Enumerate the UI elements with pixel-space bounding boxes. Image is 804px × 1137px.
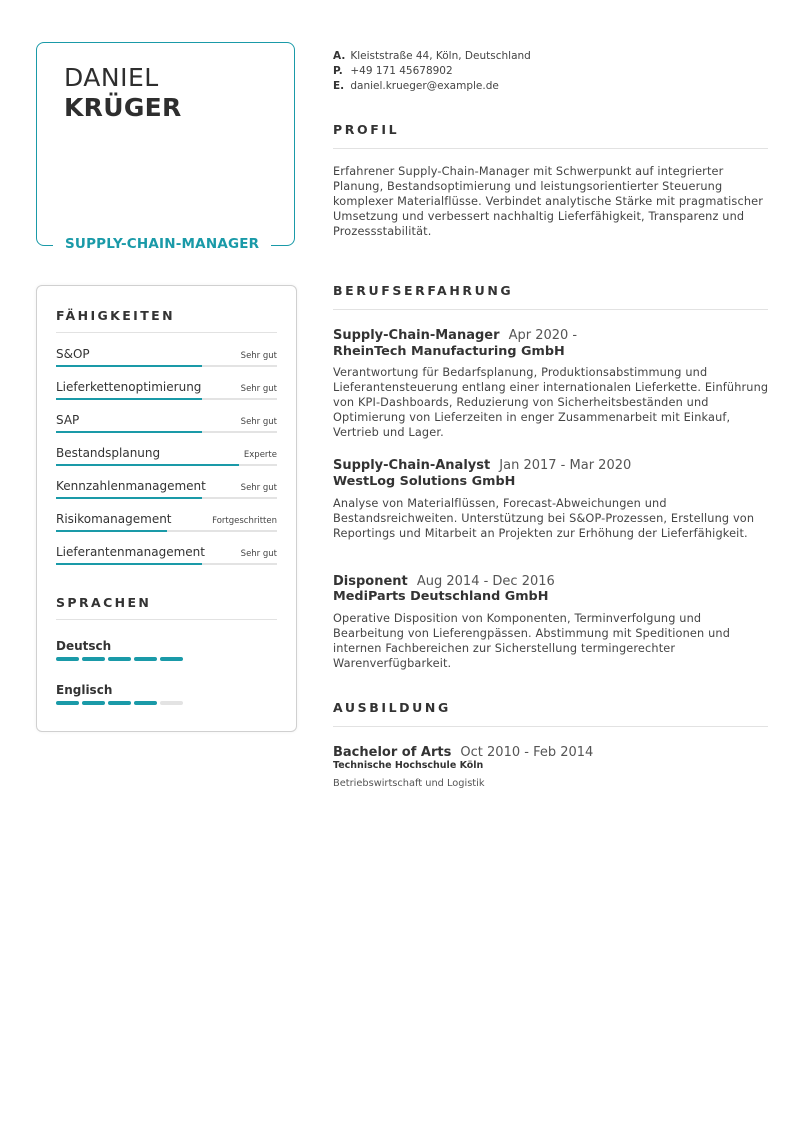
skill-bar [56, 398, 277, 400]
education-degree: Bachelor of Arts [333, 745, 452, 760]
skill-bar [56, 530, 277, 532]
skill-level: Sehr gut [240, 384, 277, 394]
skill-item [56, 380, 277, 413]
first-name: DANIEL [64, 63, 159, 92]
profile-divider [333, 148, 768, 149]
skill-bar-fill [56, 497, 202, 499]
skill-item [56, 512, 277, 545]
skill-level: Sehr gut [240, 417, 277, 427]
skills-divider [56, 332, 277, 333]
job-role: Disponent [333, 574, 408, 589]
language-name: Deutsch [56, 639, 112, 653]
skill-bar-fill [56, 431, 202, 433]
education-heading: AUSBILDUNG [333, 700, 451, 715]
skill-name: Risikomanagement [56, 512, 172, 526]
last-name: KRÜGER [64, 93, 182, 122]
experience-heading: BERUFSERFAHRUNG [333, 283, 514, 298]
skill-bar-fill [56, 530, 167, 532]
language-level-segment [160, 657, 183, 661]
skill-name: SAP [56, 413, 80, 427]
experience-divider [333, 309, 768, 310]
skill-bar-fill [56, 365, 202, 367]
skill-name: Lieferkettenoptimierung [56, 380, 202, 394]
language-level-segment [82, 701, 105, 705]
address-value: Kleiststraße 44, Köln, Deutschland [350, 50, 531, 62]
phone-value: +49 171 45678902 [350, 65, 453, 77]
job-role: Supply-Chain-Analyst [333, 458, 491, 473]
email-value: daniel.krueger@example.de [350, 80, 499, 92]
skills-panel [36, 285, 297, 732]
education-field: Betriebswirtschaft und Logistik [333, 778, 485, 789]
skill-level: Sehr gut [240, 483, 277, 493]
language-name: Englisch [56, 683, 113, 697]
contact-key: P. [333, 65, 343, 77]
skill-level: Experte [243, 450, 277, 460]
language-level-segment [82, 657, 105, 661]
languages-heading: SPRACHEN [56, 595, 152, 610]
skill-bar [56, 497, 277, 499]
skill-level: Fortgeschritten [212, 516, 277, 526]
language-level-segment [108, 657, 131, 661]
skill-bar [56, 365, 277, 367]
language-level-segment [56, 701, 79, 705]
job-role: Supply-Chain-Manager [333, 328, 500, 343]
skill-bar-fill [56, 398, 202, 400]
contact-email [333, 79, 531, 94]
skill-bar [56, 431, 277, 433]
skill-item [56, 479, 277, 512]
contact-key: E. [333, 80, 345, 92]
education-divider [333, 726, 768, 727]
language-item [56, 683, 277, 723]
language-level-segment [160, 701, 183, 705]
education-header [333, 741, 593, 760]
skill-item [56, 347, 277, 380]
job-header [333, 570, 555, 589]
job-description: Operative Disposition von Komponenten, Terminverfolgung und Bearbeitung von Lieferengpässen. Abstimmung mit Speditionen und internen Fachbereichen zur Sicherstellung termingerechter Warenverfügbarkeit. [333, 612, 731, 670]
job-header [333, 324, 577, 343]
language-level-segment [108, 701, 131, 705]
job-dates: Jan 2017 - Mar 2020 [499, 458, 632, 473]
language-level-meter [56, 701, 186, 705]
job-company: MediParts Deutschland GmbH [333, 589, 549, 604]
job-header [333, 454, 631, 473]
skill-bar [56, 464, 277, 466]
profile-heading: PROFIL [333, 122, 400, 137]
languages-divider [56, 619, 277, 620]
skill-item [56, 413, 277, 446]
skill-bar-fill [56, 464, 239, 466]
skill-name: Kennzahlenmanagement [56, 479, 206, 493]
skill-level: Sehr gut [240, 351, 277, 361]
education-school: Technische Hochschule Köln [333, 760, 484, 771]
language-item [56, 639, 277, 679]
skill-level: Sehr gut [240, 549, 277, 559]
skill-name: S&OP [56, 347, 90, 361]
profile-text: Erfahrener Supply-Chain-Manager mit Schwerpunkt auf integrierter Planung, Bestandsoptimierung und leistungsorientierter Steuerung komplexer Materialflüsse. Verbindet analytische Stärke mit pragmatischer Umsetzung und verbessert nachhaltig Lieferfähigkeit, Transparenz und Prozessstabilität. [333, 165, 764, 238]
job-description: Verantwortung für Bedarfsplanung, Produktionsabstimmung und Lieferantensteuerung entlang einer internationalen Lieferkette. Einführung von KPI-Dashboards, Reduzierung von Sicherheitsbeständen und Optimierung von Lieferzeiten in enger Zusammenarbeit mit Einkauf, Vertrieb und Lager. [333, 366, 769, 439]
contact-address [333, 49, 531, 64]
contact-phone [333, 64, 531, 79]
skill-item [56, 545, 277, 578]
skill-name: Lieferantenmanagement [56, 545, 205, 559]
job-company: WestLog Solutions GmbH [333, 474, 516, 489]
job-dates: Apr 2020 - [508, 328, 578, 343]
education-dates: Oct 2010 - Feb 2014 [460, 745, 594, 760]
language-level-segment [56, 657, 79, 661]
language-level-meter [56, 657, 186, 661]
contact-key: A. [333, 50, 346, 62]
job-dates: Aug 2014 - Dec 2016 [416, 574, 555, 589]
skill-item [56, 446, 277, 479]
job-title: SUPPLY-CHAIN-MANAGER [53, 236, 271, 252]
language-level-segment [134, 657, 157, 661]
job-description: Analyse von Materialflüssen, Forecast-Abweichungen und Bestandsreichweiten. Unterstützung bei S&OP-Prozessen, Erstellung von Reportings und Mitarbeit an Projekten zur Erhöhung der Lieferfähigkeit. [333, 497, 755, 540]
job-company: RheinTech Manufacturing GmbH [333, 344, 565, 359]
skill-bar-fill [56, 563, 202, 565]
skill-name: Bestandsplanung [56, 446, 161, 460]
skill-bar [56, 563, 277, 565]
language-level-segment [134, 701, 157, 705]
skills-heading: FÄHIGKEITEN [56, 308, 175, 323]
name-card [36, 42, 295, 252]
contact-block [333, 49, 531, 94]
